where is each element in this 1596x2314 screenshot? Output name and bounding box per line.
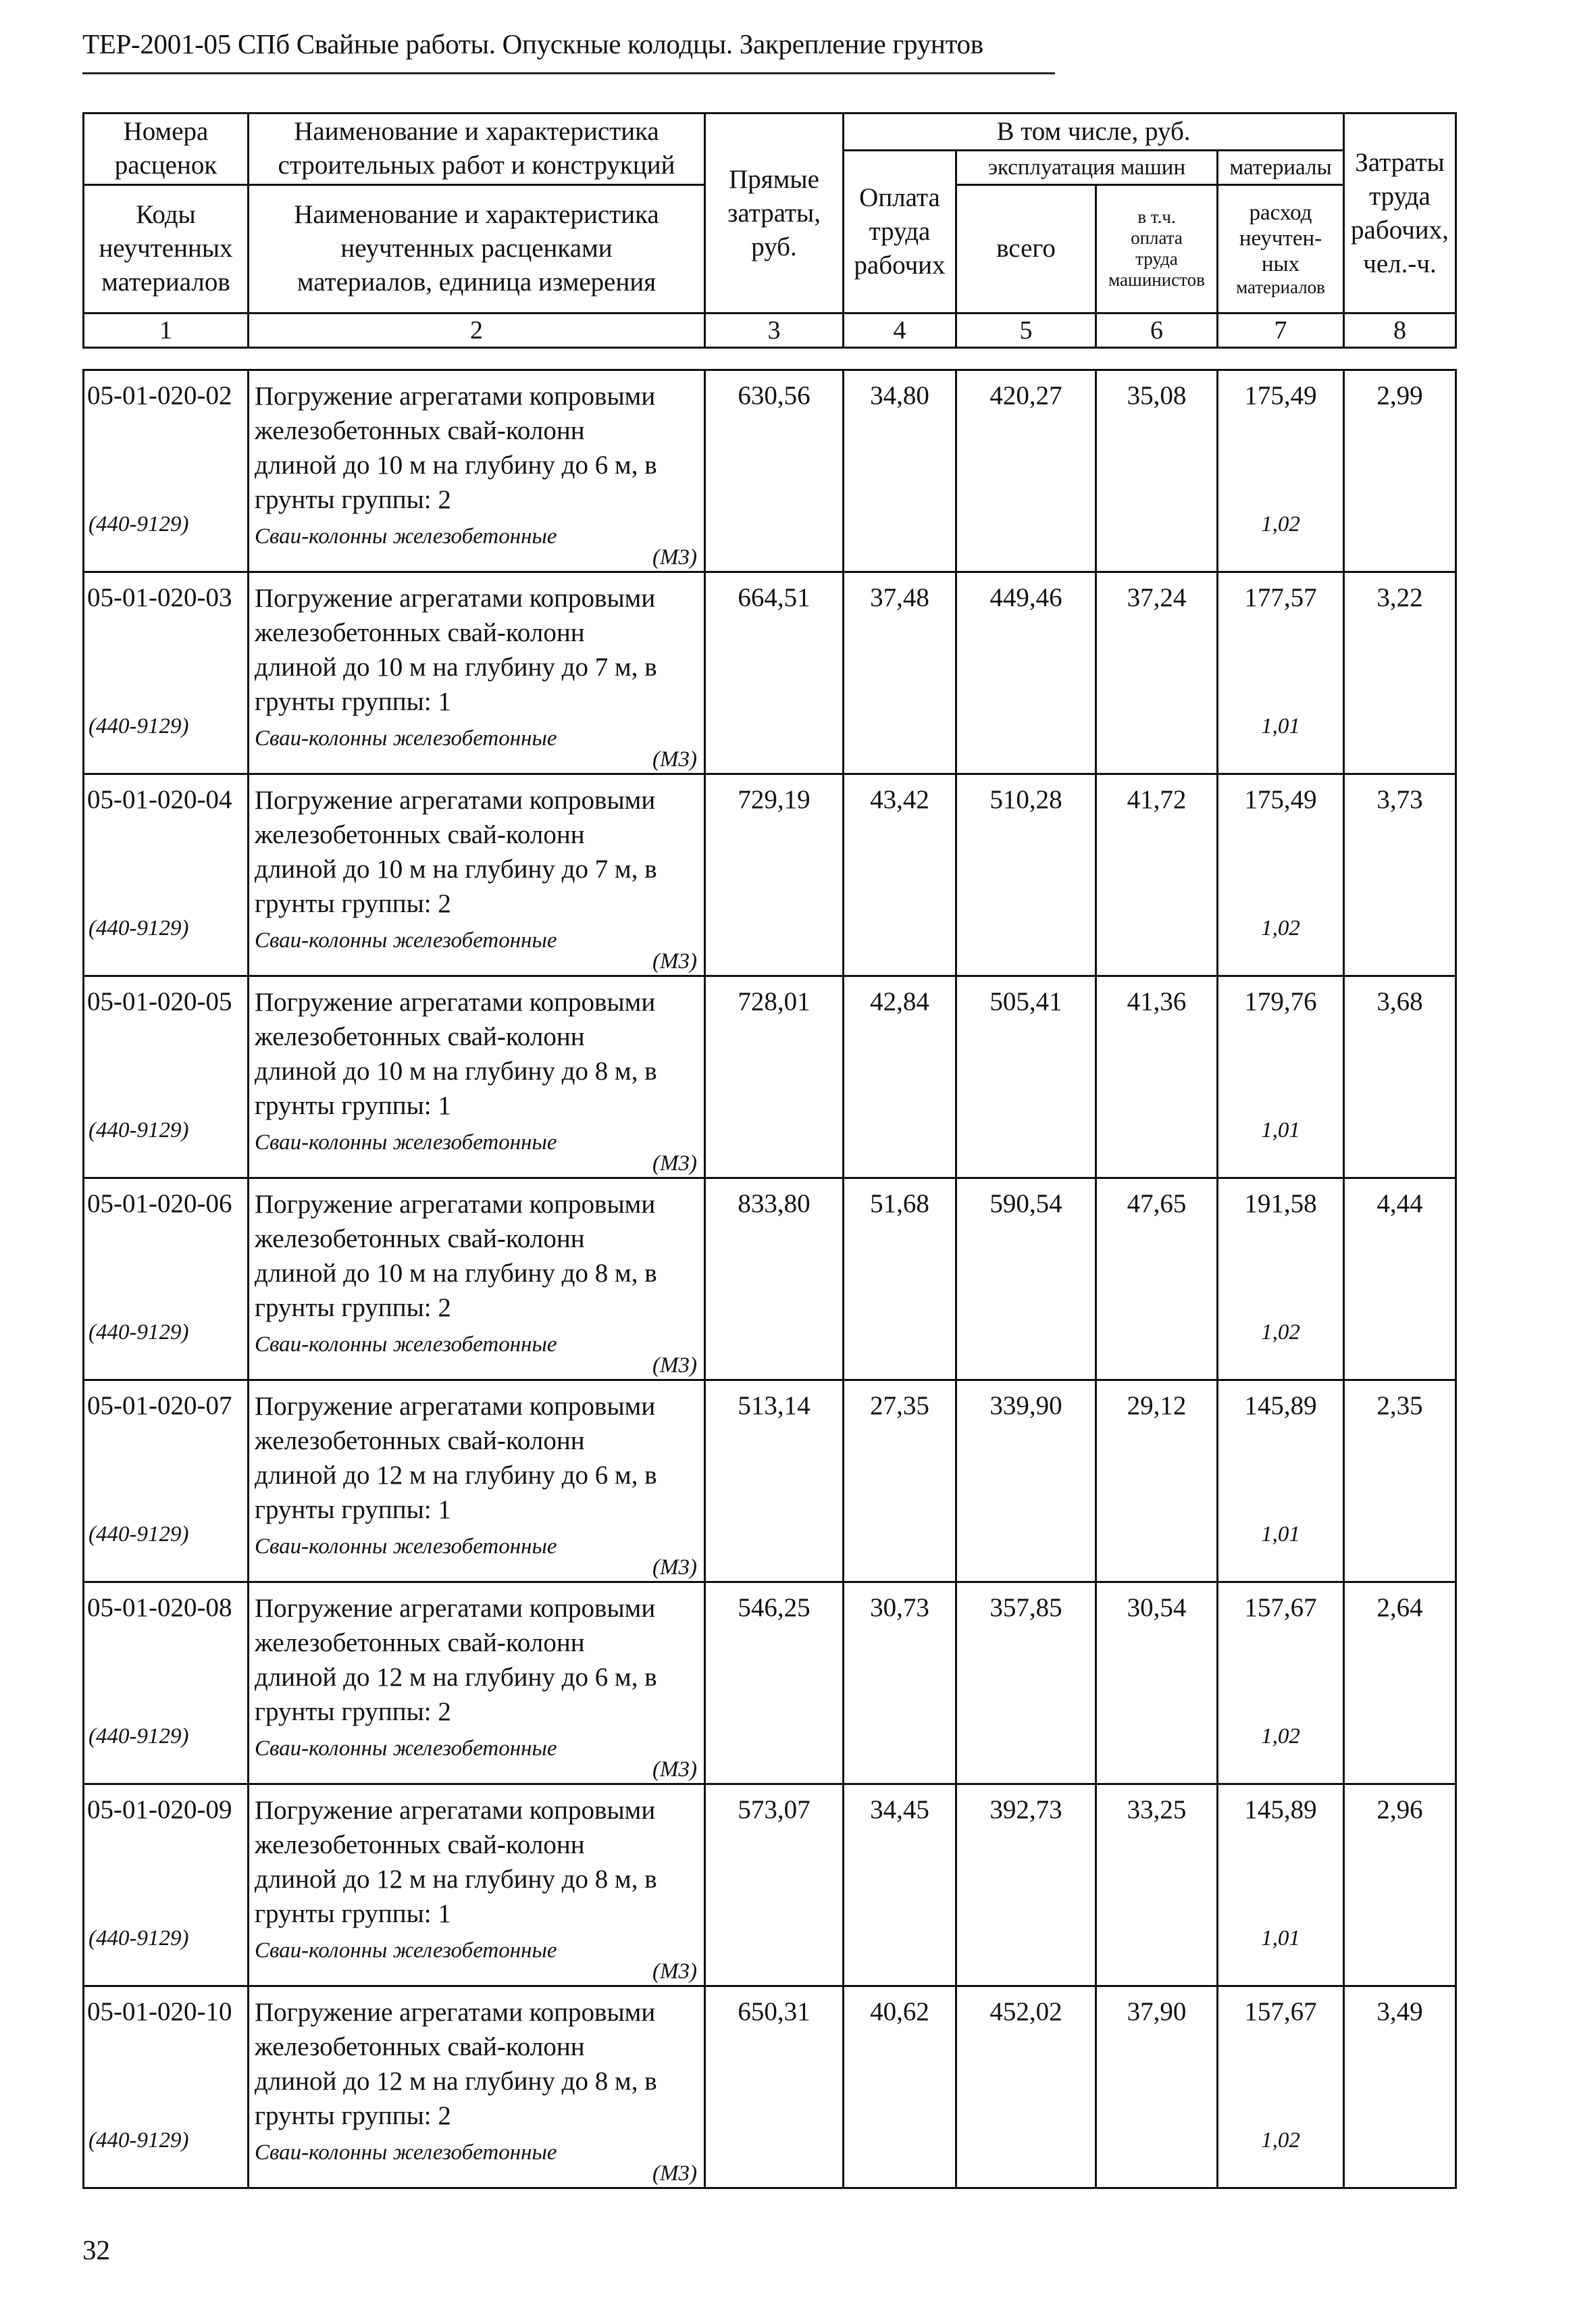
header-worker-pay: Оплата труда рабочих	[844, 150, 956, 313]
machines-total-cell	[956, 1986, 1096, 2188]
direct-costs-cell	[705, 572, 844, 774]
material-name: Сваи-колонны железобетонные	[255, 726, 557, 751]
work-name-line: длиной до 12 м на глубину до 6 м, в	[255, 1461, 657, 1490]
work-name-line: железобетонных свай-колонн	[255, 1426, 585, 1455]
machinist-pay-cell	[1096, 370, 1218, 572]
work-name-line: длиной до 12 м на глубину до 8 м, в	[255, 1865, 657, 1894]
cell-value: 145,89	[1244, 1795, 1317, 1824]
header-rule	[82, 72, 1055, 74]
machinist-pay-cell	[1096, 1178, 1218, 1380]
work-name-cell	[249, 1986, 705, 2188]
rate-code: 05-01-020-08	[87, 1593, 232, 1622]
header-codes: Коды неучтенных материалов	[84, 184, 249, 313]
header-machines-total: всего	[956, 184, 1096, 313]
worker-pay-cell	[844, 572, 956, 774]
cell-value: 33,25	[1127, 1795, 1187, 1824]
table-row	[84, 774, 1456, 976]
cell-value: 650,31	[738, 1997, 810, 2026]
cell-value: 177,57	[1244, 583, 1317, 612]
material-unit: (М3)	[652, 1151, 697, 1176]
work-name-cell	[249, 1178, 705, 1380]
material-code: (440-9129)	[88, 512, 189, 536]
rate-code: 05-01-020-10	[87, 1997, 232, 2026]
material-unit: (М3)	[652, 2161, 697, 2186]
header-direct-costs: Прямые затраты, руб.	[705, 114, 844, 313]
cell-value: 4,44	[1376, 1189, 1423, 1218]
material-quantity: 1,02	[1261, 916, 1300, 940]
material-code: (440-9129)	[88, 2128, 189, 2153]
cell-value: 29,12	[1127, 1391, 1187, 1420]
cell-value: 175,49	[1244, 785, 1317, 814]
material-unit: (М3)	[652, 545, 697, 570]
material-code: (440-9129)	[88, 1522, 189, 1546]
cell-value: 2,96	[1376, 1795, 1423, 1824]
materials-cost-cell	[1218, 370, 1344, 572]
labor-hours-cell	[1344, 1178, 1456, 1380]
cell-value: 145,89	[1244, 1391, 1317, 1420]
machinist-pay-cell	[1096, 1784, 1218, 1986]
cell-value: 41,72	[1127, 785, 1187, 814]
materials-cost-cell	[1218, 1582, 1344, 1784]
machinist-pay-cell	[1096, 1582, 1218, 1784]
page-number: 32	[82, 2234, 110, 2265]
material-name: Сваи-колонны железобетонные	[255, 524, 557, 549]
work-name-line: длиной до 10 м на глубину до 8 м, в	[255, 1259, 657, 1288]
direct-costs-cell	[705, 976, 844, 1178]
direct-costs-cell	[705, 1178, 844, 1380]
cell-value: 452,02	[989, 1997, 1062, 2026]
materials-cost-cell	[1218, 572, 1344, 774]
work-name-cell	[249, 1582, 705, 1784]
work-name-line: железобетонных свай-колонн	[255, 416, 585, 445]
column-number: 2	[249, 313, 705, 348]
cell-value: 37,48	[870, 583, 929, 612]
work-name-line: железобетонных свай-колонн	[255, 1628, 585, 1657]
work-name-line: грунты группы: 2	[255, 1293, 451, 1322]
column-number: 8	[1344, 313, 1456, 348]
material-name: Сваи-колонны железобетонные	[255, 2140, 557, 2165]
cell-value: 546,25	[738, 1593, 810, 1622]
direct-costs-cell	[705, 774, 844, 976]
material-name: Сваи-колонны железобетонные	[255, 1736, 557, 1761]
materials-cost-cell	[1218, 1986, 1344, 2188]
column-number: 3	[705, 313, 844, 348]
rate-code: 05-01-020-02	[87, 381, 232, 410]
machinist-pay-cell	[1096, 1986, 1218, 2188]
materials-cost-cell	[1218, 774, 1344, 976]
material-unit: (М3)	[652, 1353, 697, 1378]
rate-code-cell	[84, 1380, 249, 1582]
cell-value: 30,73	[870, 1593, 929, 1622]
machinist-pay-cell	[1096, 976, 1218, 1178]
work-name-line: Погружение агрегатами копровыми	[255, 584, 656, 613]
table-row	[84, 1986, 1456, 2188]
cell-value: 2,35	[1376, 1391, 1423, 1420]
cell-value: 339,90	[989, 1391, 1062, 1420]
cell-value: 728,01	[738, 987, 810, 1016]
work-name-line: железобетонных свай-колонн	[255, 1830, 585, 1859]
work-name-line: Погружение агрегатами копровыми	[255, 1190, 656, 1219]
labor-hours-cell	[1344, 976, 1456, 1178]
rate-code: 05-01-020-07	[87, 1391, 232, 1420]
work-name-line: длиной до 12 м на глубину до 8 м, в	[255, 2067, 657, 2096]
cell-value: 42,84	[870, 987, 929, 1016]
cell-value: 630,56	[738, 381, 810, 410]
machinist-pay-cell	[1096, 572, 1218, 774]
worker-pay-cell	[844, 1784, 956, 1986]
cell-value: 420,27	[989, 381, 1062, 410]
rates-table	[82, 369, 1457, 2189]
labor-hours-cell	[1344, 1380, 1456, 1582]
work-name-line: грунты группы: 1	[255, 1091, 451, 1120]
material-quantity: 1,02	[1261, 512, 1300, 536]
work-name-line: Погружение агрегатами копровыми	[255, 1594, 656, 1623]
header-materials: материалы	[1218, 150, 1344, 184]
machines-total-cell	[956, 976, 1096, 1178]
labor-hours-cell	[1344, 1986, 1456, 2188]
direct-costs-cell	[705, 1582, 844, 1784]
column-number: 4	[844, 313, 956, 348]
machinist-pay-cell	[1096, 774, 1218, 976]
material-unit: (М3)	[652, 747, 697, 772]
work-name-line: железобетонных свай-колонн	[255, 618, 585, 647]
cell-value: 175,49	[1244, 381, 1317, 410]
header-labor-hours: Затраты труда рабочих, чел.-ч.	[1344, 114, 1456, 313]
work-name-cell	[249, 370, 705, 572]
material-quantity: 1,02	[1261, 1320, 1300, 1344]
material-code: (440-9129)	[88, 1926, 189, 1951]
materials-cost-cell	[1218, 976, 1344, 1178]
cell-value: 47,65	[1127, 1189, 1187, 1218]
worker-pay-cell	[844, 370, 956, 572]
machines-total-cell	[956, 1178, 1096, 1380]
cell-value: 27,35	[870, 1391, 929, 1420]
direct-costs-cell	[705, 1784, 844, 1986]
work-name-line: длиной до 10 м на глубину до 7 м, в	[255, 653, 657, 682]
column-number: 7	[1218, 313, 1344, 348]
materials-cost-cell	[1218, 1178, 1344, 1380]
header-including: В том числе, руб.	[844, 114, 1344, 151]
material-code: (440-9129)	[88, 714, 189, 738]
cell-value: 51,68	[870, 1189, 929, 1218]
rate-code-cell	[84, 1986, 249, 2188]
cell-value: 505,41	[989, 987, 1062, 1016]
work-name-line: длиной до 10 м на глубину до 6 м, в	[255, 451, 657, 480]
header-machinist-pay: в т.ч. оплата труда машинистов	[1096, 184, 1218, 313]
worker-pay-cell	[844, 1380, 956, 1582]
work-name-line: грунты группы: 2	[255, 889, 451, 918]
rate-code-cell	[84, 1582, 249, 1784]
material-name: Сваи-колонны железобетонные	[255, 1938, 557, 1963]
cell-value: 2,99	[1376, 381, 1423, 410]
work-name-cell	[249, 774, 705, 976]
work-name-line: длиной до 10 м на глубину до 7 м, в	[255, 855, 657, 884]
table-row	[84, 1784, 1456, 1986]
work-name-line: железобетонных свай-колонн	[255, 2032, 585, 2061]
cell-value: 157,67	[1244, 1593, 1317, 1622]
worker-pay-cell	[844, 1178, 956, 1380]
cell-value: 573,07	[738, 1795, 810, 1824]
page-header: ТЕР-2001-05 СПб Свайные работы. Опускные колодцы. Закрепление грунтов	[82, 28, 983, 59]
material-name: Сваи-колонны железобетонные	[255, 1130, 557, 1155]
rate-code-cell	[84, 976, 249, 1178]
work-name-line: длиной до 12 м на глубину до 6 м, в	[255, 1663, 657, 1692]
cell-value: 357,85	[989, 1593, 1062, 1622]
cell-value: 34,45	[870, 1795, 929, 1824]
cell-value: 43,42	[870, 785, 929, 814]
work-name-line: Погружение агрегатами копровыми	[255, 1796, 656, 1825]
worker-pay-cell	[844, 1582, 956, 1784]
header-material-consumption: расход неучтен- ных материалов	[1218, 184, 1344, 313]
work-name-line: железобетонных свай-колонн	[255, 1022, 585, 1051]
work-name-line: Погружение агрегатами копровыми	[255, 1998, 656, 2027]
machines-total-cell	[956, 572, 1096, 774]
cell-value: 179,76	[1244, 987, 1317, 1016]
work-name-line: грунты группы: 1	[255, 687, 451, 716]
materials-cost-cell	[1218, 1380, 1344, 1582]
materials-cost-cell	[1218, 1784, 1344, 1986]
rate-code-cell	[84, 572, 249, 774]
labor-hours-cell	[1344, 774, 1456, 976]
cell-value: 34,80	[870, 381, 929, 410]
header-rates-number: Номера расценок	[84, 114, 249, 185]
cell-value: 37,24	[1127, 583, 1187, 612]
work-name-line: Погружение агрегатами копровыми	[255, 786, 656, 815]
rate-code: 05-01-020-05	[87, 987, 232, 1016]
rate-code: 05-01-020-04	[87, 785, 232, 814]
cell-value: 191,58	[1244, 1189, 1317, 1218]
rate-code: 05-01-020-03	[87, 583, 232, 612]
material-code: (440-9129)	[88, 1724, 189, 1749]
rate-code-cell	[84, 1784, 249, 1986]
machines-total-cell	[956, 1582, 1096, 1784]
material-code: (440-9129)	[88, 1320, 189, 1344]
material-quantity: 1,02	[1261, 1724, 1300, 1749]
work-name-line: грунты группы: 1	[255, 1495, 451, 1524]
direct-costs-cell	[705, 370, 844, 572]
table-row	[84, 976, 1456, 1178]
labor-hours-cell	[1344, 1582, 1456, 1784]
table-row	[84, 1380, 1456, 1582]
cell-value: 3,68	[1376, 987, 1423, 1016]
work-name-line: грунты группы: 2	[255, 2101, 451, 2130]
material-name: Сваи-колонны железобетонные	[255, 928, 557, 953]
rate-code: 05-01-020-09	[87, 1795, 232, 1824]
work-name-line: длиной до 10 м на глубину до 8 м, в	[255, 1057, 657, 1086]
cell-value: 510,28	[989, 785, 1062, 814]
cell-value: 157,67	[1244, 1997, 1317, 2026]
material-name: Сваи-колонны железобетонные	[255, 1332, 557, 1357]
material-unit: (М3)	[652, 1555, 697, 1580]
cell-value: 392,73	[989, 1795, 1062, 1824]
material-unit: (М3)	[652, 949, 697, 974]
machinist-pay-cell	[1096, 1380, 1218, 1582]
table-header	[82, 112, 1457, 349]
table-row	[84, 572, 1456, 774]
work-name-cell	[249, 572, 705, 774]
material-quantity: 1,01	[1261, 1926, 1300, 1951]
work-name-cell	[249, 1380, 705, 1582]
labor-hours-cell	[1344, 572, 1456, 774]
column-number: 1	[84, 313, 249, 348]
work-name-line: грунты группы: 1	[255, 1899, 451, 1928]
cell-value: 513,14	[738, 1391, 810, 1420]
work-name-cell	[249, 1784, 705, 1986]
material-quantity: 1,01	[1261, 1522, 1300, 1546]
material-unit: (М3)	[652, 1757, 697, 1782]
work-name-line: железобетонных свай-колонн	[255, 820, 585, 849]
cell-value: 729,19	[738, 785, 810, 814]
cell-value: 590,54	[989, 1189, 1062, 1218]
material-code: (440-9129)	[88, 1118, 189, 1142]
cell-value: 664,51	[738, 583, 810, 612]
material-quantity: 1,01	[1261, 1118, 1300, 1142]
rate-code-cell	[84, 774, 249, 976]
cell-value: 833,80	[738, 1189, 810, 1218]
cell-value: 2,64	[1376, 1593, 1423, 1622]
material-quantity: 1,01	[1261, 714, 1300, 738]
worker-pay-cell	[844, 1986, 956, 2188]
cell-value: 449,46	[989, 583, 1062, 612]
material-quantity: 1,02	[1261, 2128, 1300, 2153]
header-work-name: Наименование и характеристика строительных работ и конструкций	[249, 114, 705, 185]
cell-value: 40,62	[870, 1997, 929, 2026]
machines-total-cell	[956, 370, 1096, 572]
work-name-line: грунты группы: 2	[255, 1697, 451, 1726]
rate-code-cell	[84, 370, 249, 572]
cell-value: 41,36	[1127, 987, 1187, 1016]
machines-total-cell	[956, 1784, 1096, 1986]
table-row	[84, 370, 1456, 572]
material-name: Сваи-колонны железобетонные	[255, 1534, 557, 1559]
rate-code-cell	[84, 1178, 249, 1380]
cell-value: 3,49	[1376, 1997, 1423, 2026]
material-code: (440-9129)	[88, 916, 189, 940]
direct-costs-cell	[705, 1380, 844, 1582]
work-name-line: грунты группы: 2	[255, 485, 451, 514]
cell-value: 3,73	[1376, 785, 1423, 814]
work-name-cell	[249, 976, 705, 1178]
direct-costs-cell	[705, 1986, 844, 2188]
labor-hours-cell	[1344, 1784, 1456, 1986]
column-number: 6	[1096, 313, 1218, 348]
cell-value: 35,08	[1127, 381, 1187, 410]
table-row	[84, 1582, 1456, 1784]
table-row	[84, 1178, 1456, 1380]
work-name-line: железобетонных свай-колонн	[255, 1224, 585, 1253]
rate-code: 05-01-020-06	[87, 1189, 232, 1218]
work-name-line: Погружение агрегатами копровыми	[255, 1392, 656, 1421]
worker-pay-cell	[844, 976, 956, 1178]
work-name-line: Погружение агрегатами копровыми	[255, 988, 656, 1017]
work-name-line: Погружение агрегатами копровыми	[255, 382, 656, 411]
column-number: 5	[956, 313, 1096, 348]
machines-total-cell	[956, 774, 1096, 976]
cell-value: 37,90	[1127, 1997, 1187, 2026]
cell-value: 3,22	[1376, 583, 1423, 612]
labor-hours-cell	[1344, 370, 1456, 572]
header-material-name: Наименование и характеристика неучтенных расценками материалов, единица измерения	[249, 184, 705, 313]
machines-total-cell	[956, 1380, 1096, 1582]
material-unit: (М3)	[652, 1959, 697, 1984]
header-machines: эксплуатация машин	[956, 150, 1218, 184]
worker-pay-cell	[844, 774, 956, 976]
cell-value: 30,54	[1127, 1593, 1187, 1622]
